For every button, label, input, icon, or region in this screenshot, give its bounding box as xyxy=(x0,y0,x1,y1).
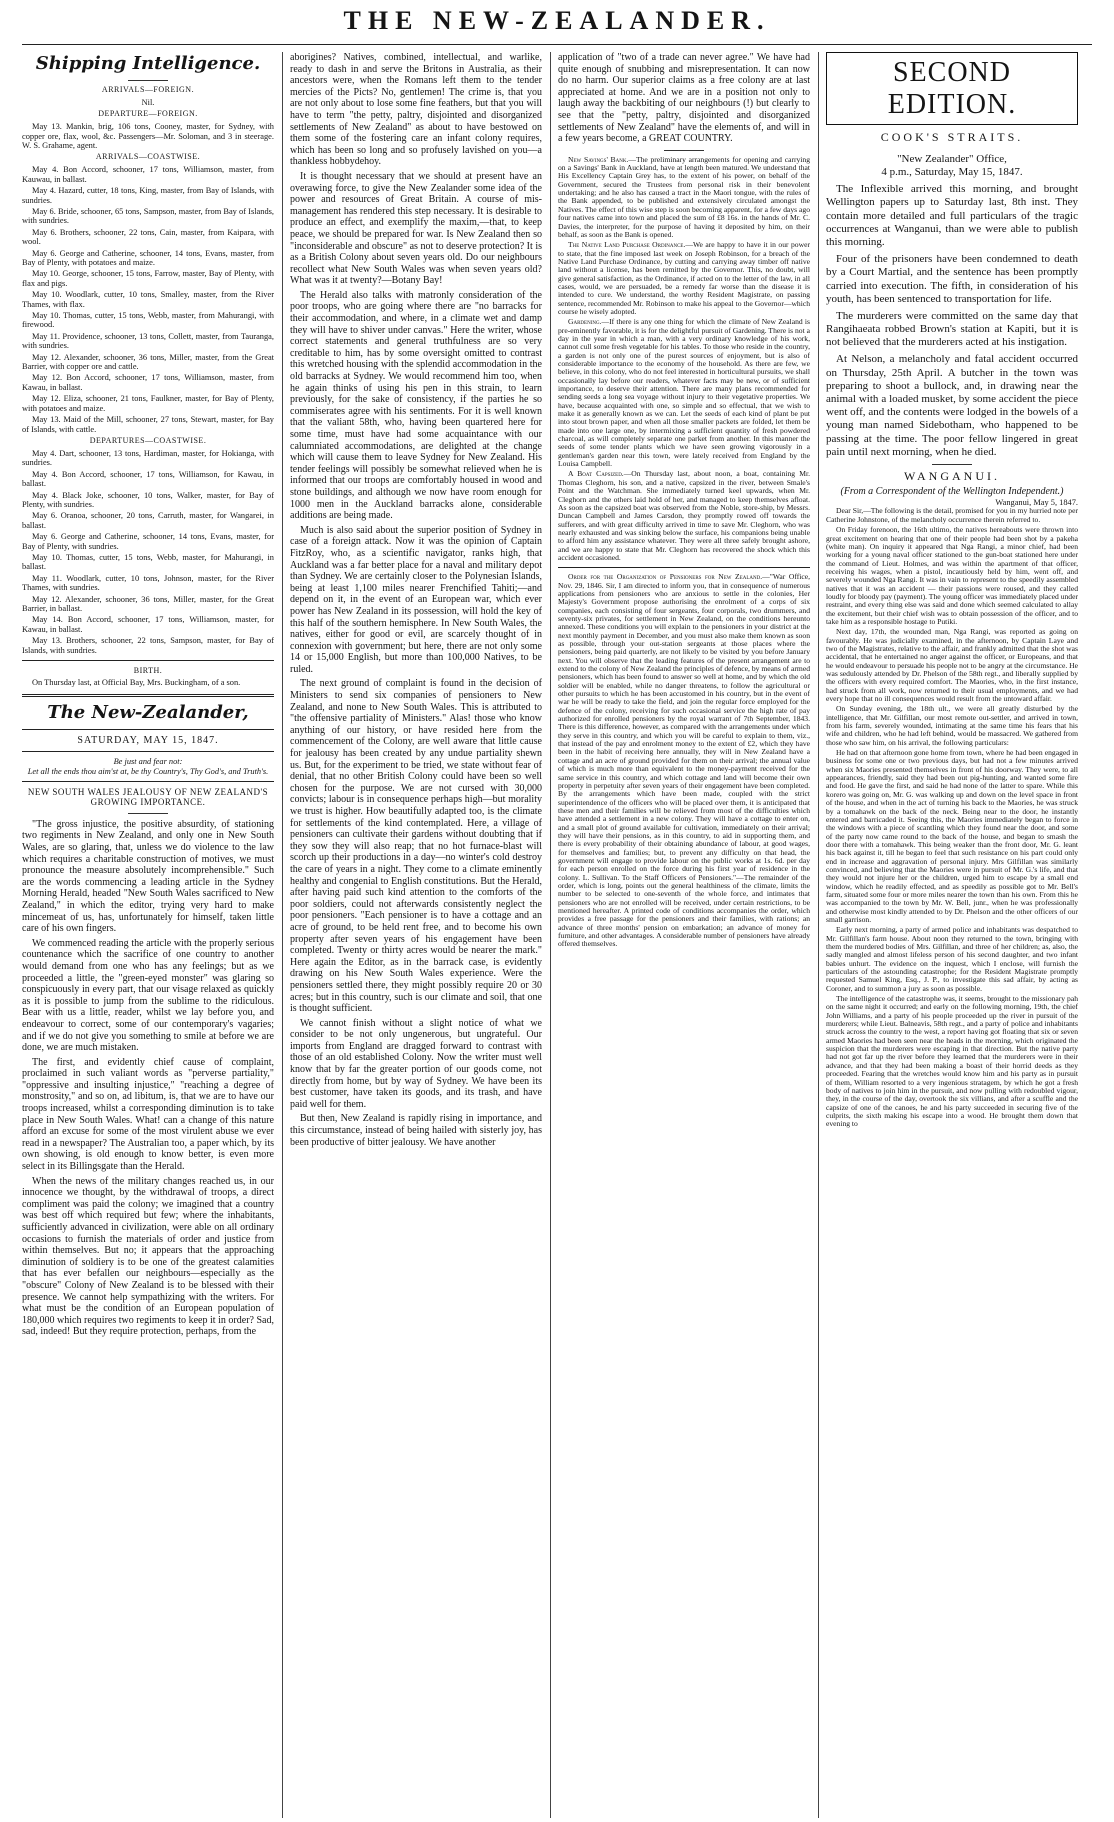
local-notices xyxy=(558,156,810,949)
notice-item xyxy=(558,470,810,562)
notice-item xyxy=(558,241,810,316)
time-line: 4 p.m., Saturday, May 15, 1847. xyxy=(881,166,1023,179)
birth-heading: BIRTH. xyxy=(133,666,163,675)
divider xyxy=(22,660,274,661)
departures-coastwise-heading: DEPARTURES—COASTWISE. xyxy=(89,435,207,445)
article-paragraph: We commenced reading the article with the properly serious countenance which the sacrifice of one country to another would demand from one who has any feelings; but as we proceeded a little, the "green-eyed monster" was glaring so conspicuously in every part, that our visage relaxed as quickly as it is possible to jump from the sublime to the ridiculous. Bear with us a little, reader, whilst we lay before you, and endeavour to correct, some of our contemporary's vagaries; and if we do not give you something to smile at before we are done, we are much mistaken. xyxy=(22,937,274,1054)
divider xyxy=(558,567,810,568)
column-rule xyxy=(818,52,819,1818)
masthead: THE NEW-ZEALANDER. xyxy=(343,6,771,35)
shipping-entry: May 12. Alexander, schooner, 36 tons, Miller, master, for the Great Barrier, in ballast. xyxy=(22,594,274,613)
article-paragraph: But then, New Zealand is rapidly rising in importance, and this circumstance, instead of being hailed with sisterly joy, has been productive of bitter jealousy. We have another xyxy=(290,1113,542,1148)
notice-text: —We are happy to have it in our power to state, that the fine imposed last week on Joseph Robinson, for a breach of the Native Land Purchase Ordinance, by cutting and carrying away timber off native land without a license, has been remitted by the Governor. This, no doubt, will give general satisfaction, as the Ordinance, if acted on to the letter of the law, in all cases, would, we are persuaded, be a remedy far worse than the disease it is intended to cure. We understand, the worthy Resident Magistrate, on passing sentence, recommended Mr. Robinson to make his appeal to the Governor—which course he wisely adopted. xyxy=(558,240,810,316)
arrivals-foreign-text: Nil. xyxy=(141,97,155,107)
notice-text: —If there is any one thing for which the climate of New Zealand is pre-eminently favorable, it is for the delightful pursuit of Gardening. There is not a day in the year in which a man, with a very ordinary knowledge of his work, cannot cull some fresh vegetable for his tables. To those who reside in the country, a garden is not only one of the purest sources of enjoyment, but is also of considerable importance to the economy of the household. As there are few, we believe, in this colony, who do not feel interested in horticultural pursuits, we shall occasionally lay before our readers, whatever facts may be new, or of sufficient importance, to deserve their attention. There are many plans recommended for sending seeds a long sea voyage without injury to their vegetative properties. We have, because acquainted with one, so simple and so effectual, that we wish to make it as generally known as we can. Let the seeds of each kind of plant be put into stout brown paper, and when all those smaller packets are folded, let them be made into one large one, by intermixing a sufficient quantity of fresh powdered charcoal, as will completely separate one parket from another. In this manner the seeds of some tender plants which we have seen growing vigorously in a gentleman's garden near this town, were lately received from England by the Louisa Campbell. xyxy=(558,317,810,469)
divider xyxy=(932,464,972,465)
notice-item xyxy=(558,318,810,468)
notice-text: —The preliminary arrangements for opening and carrying on a Savings' Bank in Auckland, have at length been matured. We understand that His Excellency Captain Grey has, to the extent of his power, on behalf of the Government, secured the Trustees from personal risk in their benevolent undertaking; and he also has caused a tract in the Maori tongue, with the rules of the Bank appended, to be published and extensively circulated amongst the Natives. The effect of this wise step is soon becoming apparent, for a few days ago four natives came into town and placed the sum of £8 16s. in the hands of Mr. C. Davies, the interpreter, for the purpose of having it deposited by him, on their behalf, as soon as the Bank is opened. xyxy=(558,154,810,239)
column-1 xyxy=(22,52,274,1818)
letter-paragraph: Next day, 17th, the wounded man, Nga Rangi, was reported as going on favourably. He was judicially examined, in the afternoon, by Captain Laye and two of the Magistrates, relative to the affair, and frankly admitted that the shot was accidental, that he entertained no anger against the officer, or Europeans, and that he would endeavour to persuade his people not to be angry at the circumstance. He was sedulously attended by Dr. Phelson of the 58th regt., and liberally supplied by the officers with every required comfort. The Maories, who, in the first instance, had struck from all work, now returned to their usual employments, and we had every hope that no ill consequences would result from the untoward affair. xyxy=(826,627,1078,704)
wanganui-heading: WANGANUI. xyxy=(904,468,1000,483)
shipping-list xyxy=(22,86,274,655)
news-paragraph: The murderers were committed on the same day that Rangihaeata robbed Brown's station at Kapiti, but it is not believed that the murderers acted at his instigation. xyxy=(826,309,1078,349)
shipping-entry: May 4. Bon Accord, schooner, 17 tons, Williamson, for Kawau, in ballast. xyxy=(22,469,274,489)
news-paragraph: The Inflexible arrived this morning, and brought Wellington papers up to Saturday last, 8th inst. They contain more detailed and full particulars of the tragic occurrences at Wanganui, than we were able to publish this morning. xyxy=(826,183,1078,248)
shipping-entry: May 4. Dart, schooner, 13 tons, Hardiman, master, for Hokianga, with sundries. xyxy=(22,448,274,468)
shipping-entry: May 4. Bon Accord, schooner, 17 tons, Williamson, master, from Kauwau, in ballast. xyxy=(22,165,274,184)
article-headline: NEW SOUTH WALES JEALOUSY OF NEW ZEALAND'S GROWING IMPORTANCE. xyxy=(27,786,269,808)
shipping-entry: May 6. Brothers, schooner, 22 tons, Cain, master, from Kaipara, with wool. xyxy=(22,227,274,247)
divider xyxy=(128,813,168,814)
article-paragraph: The Herald also talks with matronly consideration of the poor troops, who are going where there are "no barracks for their accommodation, and where, in a climate wet and damp they will have to shiver under canvas." Here the writer, whose correct statements and general truthfulness are so very creditable to him, has by some oversight omitted to contrast this wretched housing with the splendid accommodation in the old barracks at Sydney. We would recommend him too, when he again thinks of using his pen in this strain, to learn previously, for the sake of consistency, if the parties he so commiserates agree with his sentiments. For it is well known that the valiant 58th, who, having been quartered here for some time, must have had some acquaintance with our calumniated accommodations, are delighted at the change which will cause them to leave Sydney for New Zealand. His tender feelings will possibly be somewhat relieved when he is informed that our troops are comfortably housed in wood and stone buildings, and although we now have room enough for 1000 men in the Auckland barracks alone, considerable additions are being made. xyxy=(290,289,542,522)
shipping-entry: May 6. George and Catherine, schooner, 14 tons, Evans, master, for Bay of Plenty, with sundries. xyxy=(22,532,274,551)
article-paragraph: The first, and evidently chief cause of complaint, proclaimed in such valiant words as "perverse partiality," "oppressive and insulting injustice," "reaching a degree of monstrosity," and so on, ad libitum, is, that we are to have our troops increased, whilst a corresponding diminution is to take place in New South Wales. What! can a change of this nature afford an excuse for some of the most virulent abuse we ever read in a newspaper? The Australian too, a paper which, by its own showing, is old enough to know better, is even more select in its Billingsgate than the Herald. xyxy=(22,1056,274,1173)
shipping-entry: May 13. Mankin, brig, 106 tons, Cooney, master, for Sydney, with copper ore, flax, wool, &c. Passengers—Mr. Soloman, and 3 in steerage. W. S. Grahame, agent. xyxy=(22,122,274,150)
shipping-entry: May 6. Oranoa, schooner, 20 tons, Carruth, master, for Wangarei, in ballast. xyxy=(22,511,274,530)
article-paragraph: We cannot finish without a slight notice of what we consider to be not only ungenerous, but ungrateful. Our imports from England are dragged forward to contrast with those of an old established Colony. Now the writer must well know that by far the greater portion of our goods come, not directly from home, but by way of Sydney. We have been its best customer, have taken its goods, and its trash, and have paid well for them. xyxy=(290,1017,542,1110)
article-paragraph: The next ground of complaint is found in the decision of Ministers to send six companies of pensioners to New Zealand, and none to New South Wales. This is attributed to "the offensive partiality of Ministers." Alas! those who know anything of our history, or have resided here from the commencement of the Colony, are well aware that little cause for jealousy has been created by any undue partiality shewn us. But, for the experiment to be tried, we state without fear of denial, that no other British Colony could have been so well chosen for the purpose. We are not cursed with 30,000 convicts; labour is in consequence perhaps high—but morality we trust is higher. How beautifully adapted too, is the climate for settlements of the kind contemplated. Here, a village of pensioners can cultivate their gardens without doubting that if they sow they will also reap; that no hot furnace-blast will scorch up their productions in a day—no winter's cold destroy the care of years in a night. They come to a climate eminently healthy and congenial to English constitutions. But the Herald, after having paid such kind attention to the comforts of the poor soldiers, could not afterwards consistently neglect the poor pensioners. "Each pensioner is to have a cottage and an acre of ground, to be held rent free, and to become his own property after seven years of his engagement have been completed. Twenty or thirty acres would be nearer the mark." Here again the Editor, as in the barrack case, is evidently drawing on his New South Wales experience. Were the pensioners settled there, they might possibly require 20 or 30 acres; but in this country, such is our climate and soil, that one is thought sufficient. xyxy=(290,678,542,1015)
article-paragraph: When the news of the military changes reached us, in our innocence we thought, by the withdrawal of troops, a direct compliment was paid the colony; we imagined that a country was best off which required but few; where the inhabitants, sufficiently advanced in civilization, were able on all ordinary occasions to furnish the materials of order and justice from within themselves. But no; it appears that the approaching diminution of soldiery is to be one of the greatest calamities that has ever befallen our neighbours—especially as the "obscure" Colony of New Zealand is to be blessed with their presence. We cannot help sympathizing with the writers. For what must be the condition of an European population of 180,000 which requires two regiments to keep it in order? Sad, sad, indeed! But they require protection, perhaps, from the xyxy=(22,1175,274,1338)
letter-paragraph: On Friday forenoon, the 16th ultimo, the natives hereabouts were thrown into great excitement on hearing that one of their people had been shot by a pakeha (white man). On inquiry it appeared that Nga Rangi, a minor chief, had been working for a young naval officer stationed to the gun-boat stationed here under the command of Lieut. Holmes, and was within the apartment of that officer, receiving his wages, when a pistol, incautiously held by him, went off, and severely wounded Nga Rangi. It was in vain to represent to the speedily assembled natives that it was an accident — their passions were roused, and they called loudly for bloody pay (payment). The young officer was immediately placed under restraint, and every thing else was said and done which seemed calculated to allay the excitement, but their chief wish was to obtain possession of the officer, and to take him as a responsible hostage to Putiki. xyxy=(826,525,1078,626)
shipping-entry: May 11. Providence, schooner, 13 tons, Collett, master, from Tauranga, with sundries. xyxy=(22,331,274,351)
shipping-entry: May 13. Maid of the Mill, schooner, 27 tons, Stewart, master, for Bay of Islands, with cattle. xyxy=(22,415,274,434)
departures-foreign-heading: DEPARTURE—FOREIGN. xyxy=(98,109,198,119)
article-paragraph: "The gross injustice, the positive absurdity, of stationing two regiments in New Zealand, and only one in New South Wales, are so glaring, that, unless we do violence to the law which requires a charitable construction of motives, we must pronounce the measure absolutely incomprehensible." Such are the words commencing a leading article in the Sydney Morning Herald, headed "New South Wales sacrificed to New Zealand," in which the editor, trying very hard to make mincemeat of us, has, unfortunately for himself, taken little care of his own fingers. xyxy=(22,818,274,935)
divider xyxy=(664,150,704,151)
divider xyxy=(22,729,274,730)
paper-title: The New-Zealander, xyxy=(47,701,249,723)
pensioners-text: —"War Office, Nov. 29, 1846. Sir, I am directed to inform you, that in consequence of numerous applications from pensioners who are anxious to settle in the colonies, Her Majesty's Government propose authorising the enrolment of a corps of six companies, each consisting of four sergeants, four corporals, two drummers, and seventy-six privates, for settlement in New Zealand, on the conditions hereunto annexed. These conditions you will explain to the pensioners in your district at the next monthly payment in December, and you must also make them known as soon as possible, through your out-station sergeants at those places where the pensioners, being paid quarterly, are not likely to be visited by you before January next. You will observe that the leading features of the present arrangement are to extend to the colony of New Zealand the principles of defence, by means of armed pensioners, which has been found to answer so well at home, and by which the old soldier will be enabled, while no danger threatens, to follow the agricultural or other pursuits to which he has been accustomed in his country, but in the event of war he will be ready to take the field, and join the regular force employed for the defence of the colony, receiving for such occasional service the high rate of pay authorized for enrolled pensioners by the royal warrant of 7th September, 1843. There is this difference, however, as compared with the arrangements under which they serve in this country, and which you will be careful to explain to them, viz., that instead of the pay and enrolment money to the extent of £2, which they have been in the habit of receiving here annually, they will in New Zealand have a cottage and an acre of ground provided for them on their arrival; the annual value of which is much more than equivalent to the money-payment received for the same service in this country, and which cottage and land will become their own property in perpetuity after seven years of their engagement have been completed. By the arrangements which have been made, coupled with the strict superintendence of the officers who will be placed over them, it is anticipated that these men and their families will be relieved from most of the difficulties which have attended a settlement in a new colony. They will have a cottage to enter on, and a small plot of ground available for cultivation, immediately on their arrival; they will have their pensions, as in this country, to aid in supporting them, and there is every probability of their obtaining abundance of labour, at good wages, for themselves and families; but, to prevent any difficulty on that head, the government will engage to provide labour on the public works at 1s. 6d. per day for each person enrolled on the force during his first year of residence in the colony. L. Sullivan. To the Staff Officers of Pensioners."—The remainder of the order, which is long, points out the general healthiness of the climate, limits the number to be selected to one-seventh of the whole force, and intimates that pensioners who are not enrolled will be received, under certain restrictions, to be mentioned hereafter. A printed code of conditions accompanies the order, which provides a free passage for the pensioners and their families, with rations; an advance of three months' pension on embarkation; an advance of money for furniture, and other advantages. A considerable number of pensioners have already offered themselves. xyxy=(558,572,810,949)
column-3 xyxy=(558,52,810,1818)
column-rule xyxy=(282,52,283,1818)
notice-title: The Native Land Purchase Ordinance. xyxy=(568,240,686,250)
arrivals-coastwise-heading: ARRIVALS—COASTWISE. xyxy=(95,152,201,162)
article-paragraph: aborigines? Natives, combined, intellectual, and warlike, ready to dash in and serve the Britons in Australia, as their ancestors were, when the Romans left them to the tender mercies of the Picts? No, gentlemen! The crime is, that you are not only about to lose some fine feathers, but that you will have to term "the petty, paltry, disjointed and disorganized settlements of New Zealand" as about to have bestowed on them some of the fostering care an infant colony requires, which has been so long and so profusely lavished on you—a thankless hobbydehoy. xyxy=(290,52,542,168)
notice-title: New Savings' Bank. xyxy=(568,154,629,164)
column-4 xyxy=(826,52,1078,1818)
notice-title: Gardening. xyxy=(568,317,602,327)
pensioners-order xyxy=(558,573,810,948)
shipping-title: Shipping Intelligence. xyxy=(35,53,261,74)
shipping-entry: May 12. Bon Accord, schooner, 17 tons, Williamson, master, from Kawau, in ballast. xyxy=(22,373,274,392)
shipping-entry: May 6. George and Catherine, schooner, 14 tons, Evans, master, from Bay of Plenty, with potatoes and maize. xyxy=(22,248,274,268)
shipping-entry: May 11. Woodlark, cutter, 10 tons, Johnson, master, for the River Thames, with sundries. xyxy=(22,573,274,593)
office-line: "New Zealander" Office, xyxy=(897,152,1007,165)
column-2 xyxy=(290,52,542,1818)
divider xyxy=(22,781,274,782)
letter-paragraph: He had on that afternoon gone home from town, where he had been engaged in business for some one or two previous days, but had not a few minutes arrived when six Maories presented themselves in front of his doorway. They were, to all appearances, friendly, said they had been out pig-hunting, and wanted some fire and food. He gave the first, and said he had none of the latter to spare. While this korero was going on, Mr. G. was walking up and down on the level space in front of the house, and when in the act of turning his back to the Maories, he was struck by a tomahawk on the back of the neck. Being near to the door, he instantly entered and barricaded it. Seeing this, the Maories immediately began to force in the windows with a piece of scantling which they found near the door, and some of the party now came round to the back of the house, and began to smash the door there with a tomahawk. This being weaker than the front door, Mr. G. leant his back against it, till he began to feel that such resistance on his part could only end in increase and aggravation of personal injury. Mrs Gilfillan was similarly convinced, and believing that the Maories were in pursuit of Mr. G.'s life, and that they would not injure her or the children, urged him to escape by a small end window, which he readily effected, and as speedily as possible got to Mr. Bell's farm, situated some four or more miles nearer the town than his own. From this he was accompanied to the town by Mr. W. Bell, junr., when he was professionally and otherwise most kindly attended to by Dr. Phelson and the other officers of our small garrison. xyxy=(826,748,1078,924)
article-paragraph: It is thought necessary that we should at present have an overawing force, to give the New Zealander some idea of the power and resources of Great Britain. A course of mis-management has rendered this step necessary. It is desirable to produce an effect, and exemplify the maxim,—that, to keep peace, we should be prepared for war. Is New Zealand then so "inconsiderable and obscure" as not to deserve protection? It is as a British Colony about seven years old. Do our neighbours recollect what New South Wales was when seven years old? What was it at twenty?—Botany Bay! xyxy=(290,170,542,287)
birth-notice: On Thursday last, at Official Bay, Mrs. Buckingham, of a son. xyxy=(32,678,241,688)
shipping-entry: May 12. Eliza, schooner, 21 tons, Faulkner, master, for Bay of Plenty, with potatoes and maize. xyxy=(22,394,274,413)
column-rule xyxy=(550,52,551,1818)
news-paragraph: At Nelson, a melancholy and fatal accident occurred on Thursday, 25th April. A butcher in the town was preparing to shoot a bullock, and, in drawing near the animal with a loaded musket, by some accident the piece went off, and the contents were lodged in the bowels of a young man named Sidebotham, who happened to be passing at the time. The poor fellow lingered in great pain until next morning, when he died. xyxy=(826,353,1078,458)
notice-title: A Boat Capsized. xyxy=(568,469,624,479)
notice-text: —On Thursday last, about noon, a boat, containing Mr. Thomas Cleghorn, his son, and a native, capsized in the river, between Smale's Point and the Watchman. She immediately turned keel upwards, when Mr. Cleghorn and the others laid hold of her, and managed to keep themselves afloat. As soon as the capsized boat was observed from the Noble, store-ship, by Messrs. Duncan Campbell and James Carsdon, they promptly rowed off towards the sufferers, and with great difficulty arrived in time to save Mr. Cleghorn, who was nearly exhausted and was sinking below the surface, his companions being unable to afford him any assistance whatever. They were all three safely brought ashore, and we are happy to state that Mr. Cleghorn has recovered the shock which this accident occasioned. xyxy=(558,469,810,562)
letter-paragraph: The intelligence of the catastrophe was, it seems, brought to the missionary pah on the same night it occurred; and early on the following morning, 19th, the chief John Williams, and a party of his people proceeded up the river in pursuit of the murderers; while Lieut. Balneavis, 58th regt., and a party of police and inhabitants struck across the country to the west, a report having got floating that six or seven armed Maories had been seen near the heads in the morning, which originated the suspicion that the murderers were escaping in that direction. But the native party had not got far up the river before they learned that the murderers were in their advance, and that they had been making a boast of their horrid deeds as they proceeded. Fearing that the wretches would know him and his party as in pursuit of them, William resorted to a very ingenious stratagem, by which he got a fresh body of natives to join him in the pursuit, and now pulling with redoubled vigour, they, in the course of the day, overtook the six villians, and after a scuffle and the capsize of one of the canoes, he and his party succeeded in securing five of the culprits, the sixth making his escape into a wood. He brought them down that evening to xyxy=(826,994,1078,1129)
second-edition-body xyxy=(826,153,1078,459)
cooks-straits-heading: COOK'S STRAITS. xyxy=(880,129,1024,144)
letter-paragraph: Dear Sir,—The following is the detail, promised for you in my hurried note per Catherine Johnstone, of the melancholy occurrence therein referred to. xyxy=(826,506,1078,524)
shipping-entry: May 10. Thomas, cutter, 15 tons, Webb, master, for Mahurangi, in ballast. xyxy=(22,552,274,572)
motto-line: Let all the ends thou aim'st at, be thy Country's, Thy God's, and Truth's. xyxy=(27,766,269,776)
shipping-entry: May 6. Bride, schooner, 65 tons, Sampson, master, from Bay of Islands, with sundries. xyxy=(22,206,274,226)
arrivals-foreign-heading: ARRIVALS—FOREIGN. xyxy=(101,84,195,94)
letter-paragraph: On Sunday evening, the 18th ult., we were all greatly disturbed by the intelligence, that Mr. Gilfillan, our most remote out-settler, and arrived in town, from his farm, severely wounded, intimating at the same time his fears that his wife and children, who he had left behind, would be massacred. We gathered from those who saw him, on his arrival, the following particulars: xyxy=(826,704,1078,747)
shipping-entry: May 12. Alexander, schooner, 36 tons, Miller, master, from the Great Barrier, with copper ore and cattle. xyxy=(22,352,274,372)
wanganui-dateline: Wanganui, May 5, 1847. xyxy=(995,498,1078,508)
letter-paragraph: Early next morning, a party of armed police and inhabitants was despatched to Mr. Gilfillan's farm house. About noon they returned to the town, bringing with them the murdered bodies of Mrs. Gilfillan, and three of her children; as, also, the sadly mangled and almost lifeless person of his second daughter, and two infant babies unhurt. The evidence on the inquest, which I enclose, will furnish the particulars of the astounding catastrophe; for the Resident Magistrate promptly requested Samuel King, Esq., J. P., to investigate this sad affair, by acting as Coroner, and to summon a jury as soon as possible. xyxy=(826,925,1078,993)
masthead-rule xyxy=(22,44,1092,45)
divider xyxy=(128,80,168,81)
news-paragraph: Four of the prisoners have been condemned to death by a Court Martial, and the sentence has been promptly carried into execution. The fifth, in consideration of his youth, has been sentenced to transportation for life. xyxy=(826,253,1078,305)
motto-line: Be just and fear not: xyxy=(113,757,183,767)
article-paragraph: application of "two of a trade can never agree." We have had quite enough of snubbing and misrepresentation. It can now do no harm. Our superior claims as a free colony are at last appreciated at home. And we are in a position not only to laugh away the backbiting of our neighbours (!) but clearly to see that the "petty, paltry, disjointed and disorganized settlements of New Zealand" have the elements of, and will in a few years become, a GREAT COUNTRY. xyxy=(558,52,810,145)
wanganui-source: (From a Correspondent of the Wellington Independent.) xyxy=(840,485,1064,497)
shipping-entry: May 14. Bon Accord, schooner, 17 tons, Williamson, master, for Kawau, in ballast. xyxy=(22,615,274,634)
shipping-entry: May 10. Woodlark, cutter, 10 tons, Smalley, master, from the River Thames, with flax. xyxy=(22,290,274,309)
shipping-entry: May 13. Brothers, schooner, 22 tons, Sampson, master, for Bay of Islands, with sundries. xyxy=(22,636,274,655)
shipping-entry: May 4. Hazard, cutter, 18 tons, King, master, from Bay of Islands, with sundries. xyxy=(22,186,274,205)
pensioners-title: Order for the Organization of Pensioners for New Zealand. xyxy=(568,572,763,582)
paper-date: SATURDAY, MAY 15, 1847. xyxy=(77,734,219,746)
second-edition-banner: SECOND EDITION. xyxy=(826,52,1078,125)
divider xyxy=(22,694,274,697)
wanganui-letter xyxy=(826,507,1078,1128)
shipping-entry: May 10. Thomas, cutter, 15 tons, Webb, master, from Mahurangi, with firewood. xyxy=(22,311,274,330)
shipping-entry: May 10. George, schooner, 15 tons, Farrow, master, Bay of Plenty, with flax and pigs. xyxy=(22,269,274,288)
divider xyxy=(22,751,274,752)
notice-item xyxy=(558,156,810,239)
article-paragraph: Much is also said about the superior position of Sydney in case of a foreign attack. Now it was the opinion of Captain FitzRoy, who, as a scientific navigator, ranks high, that Auckland was a far better place for a naval and military depot than Sydney. We are certainly closer to the Polynesian Islands, being at least 1,100 miles nearer Frenchified Tahiti;—and depend on it, in the event of an European war, which ever power has New Zealand in its possession, will hold the key of this half of the southern hemisphere. In New South Wales, the natives, either for good or evil, are scarcely thought of in connexion with government; but here, there are not only some 14 or 15,000 English, but more than 100,000 Natives, to be ruled. xyxy=(290,524,542,675)
shipping-entry: May 4. Black Joke, schooner, 10 tons, Walker, master, for Bay of Plenty, with sundries. xyxy=(22,490,274,509)
